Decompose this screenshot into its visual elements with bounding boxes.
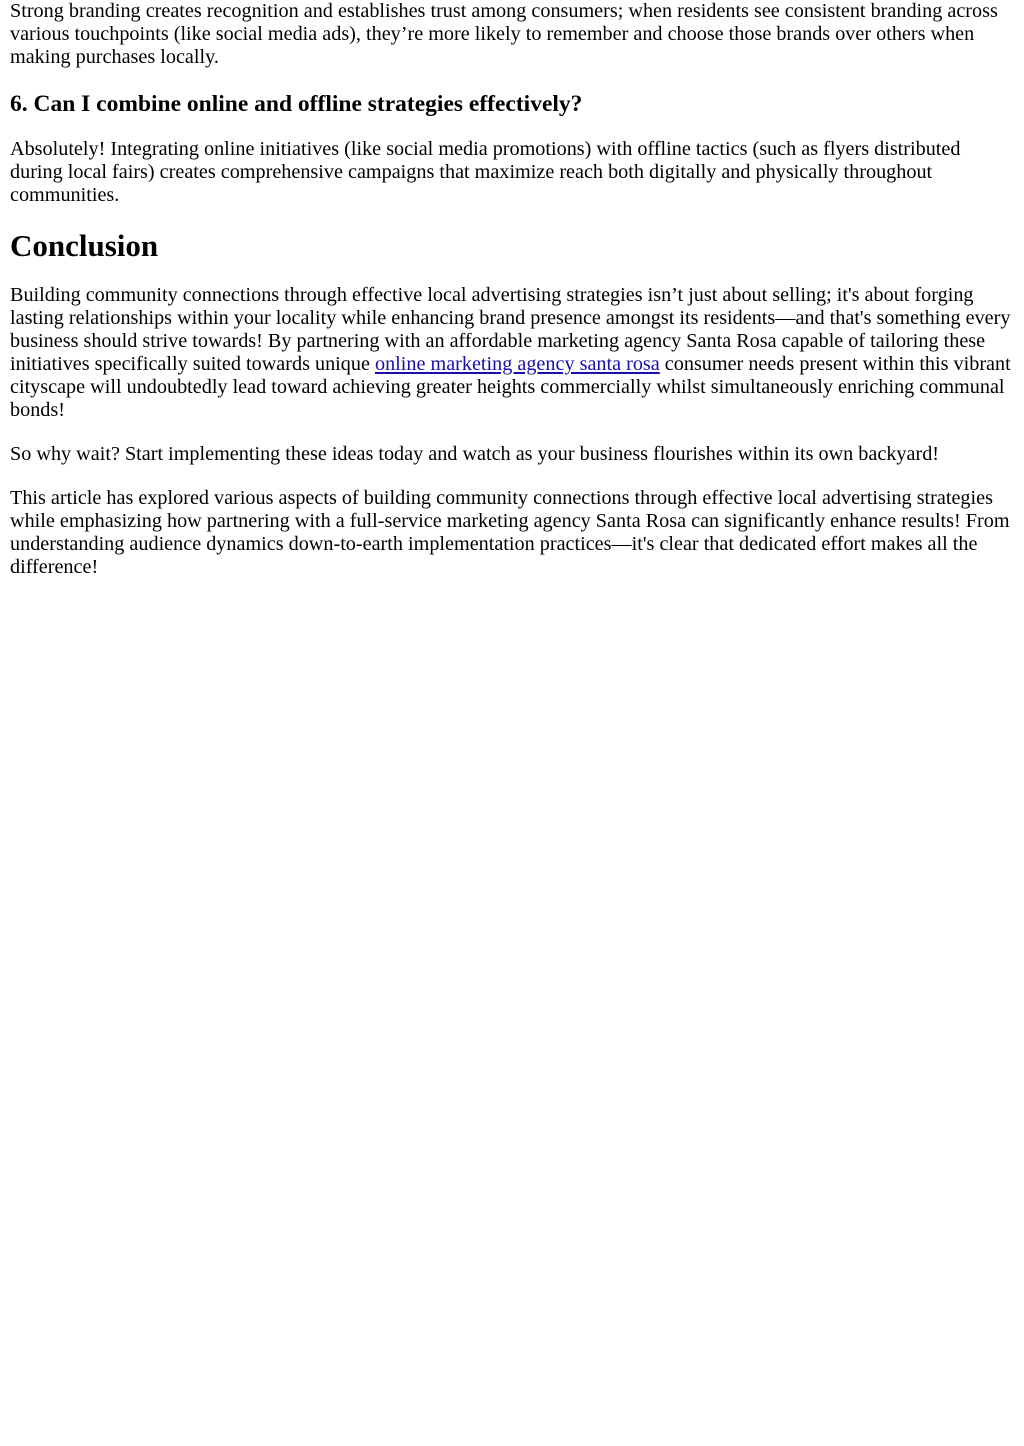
faq-answer-6: Absolutely! Integrating online initiatives (like social media promotions) with offline tactics (such as flyers distributed during local fairs) creates comprehensive campaigns that maximize reach both digitally and physically throughout communities. [10,138,961,206]
conclusion-heading: Conclusion [10,228,159,263]
conclusion-paragraph-1-text-end: consumer needs present within this vibrant cityscape will undoubtedly lead toward achieving greater heights commercially whilst simultaneously enriching communal bonds! [10,353,1011,421]
conclusion-paragraph-1 [10,284,1014,422]
conclusion-paragraph-1-text-start: Building community connections through effective local advertising strategies isn’t just about selling; it's about forging lasting relationships within your locality while enhancing brand presence amongst its residents—and that's something every business should strive towards! By partnering with an affordable marketing agency Santa Rosa capable of tailoring these initiatives specifically suited towards unique [10,284,1011,375]
article-body [0,0,1024,579]
conclusion-paragraph-3: This article has explored various aspects of building community connections through effective local advertising strategies while emphasizing how partnering with a full-service marketing agency Santa Rosa can significantly enhance results! From understanding audience dynamics down-to-earth implementation practices—it's clear that dedicated effort makes all the difference! [10,487,1010,578]
intro-paragraph: Strong branding creates recognition and establishes trust among consumers; when residents see consistent branding across various touchpoints (like social media ads), they’re more likely to remember and choose those brands over others when making purchases locally. [10,0,998,68]
conclusion-paragraph-2: So why wait? Start implementing these ideas today and watch as your business flourishes within its own backyard! [10,443,940,465]
faq-question-6: 6. Can I combine online and offline strategies effectively? [10,91,583,117]
online-marketing-agency-link[interactable]: online marketing agency santa rosa [374,353,660,375]
